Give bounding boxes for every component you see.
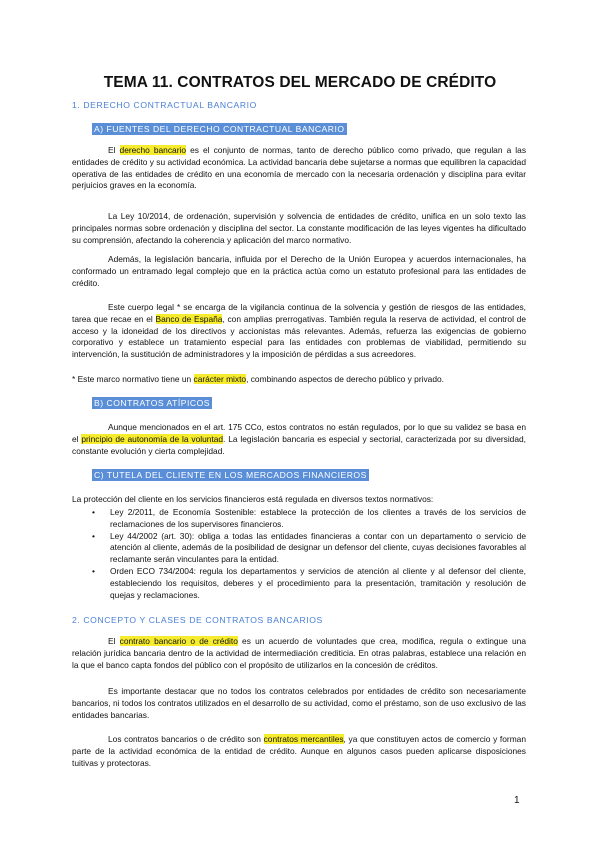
paragraph-legislacion: Además, la legislación bancaria, influida por el Derecho de la Unión Europea y acuerdos internacionales, ha conformado un entramado legal complejo que en la práctica actúa como un estatuto profesional para las entidades de crédito. bbox=[72, 254, 526, 288]
p10-pre: Los contratos bancarios o de crédito son bbox=[108, 734, 264, 744]
list-item: • Orden ECO 734/2004: regula los departamentos y servicios de atención al cliente y al defensor del cliente, estableciendo los requisitos, deberes y el procedimiento para la presentación, tramitación y resolución de quejas y reclamaciones. bbox=[92, 566, 526, 601]
list-item: • Ley 44/2002 (art. 30): obliga a todas las entidades financieras a contar con un departamento o servicio de atención al cliente, además de la posibilidad de designar un defensor del cliente, cuyas decisiones favorables al reclamante serán vinculantes para la entidad. bbox=[92, 531, 526, 566]
highlight-contrato-bancario: contrato bancario o de crédito bbox=[119, 636, 238, 646]
p1-pre: El bbox=[108, 145, 120, 155]
subsection-heading-c-label: C) TUTELA DEL CLIENTE EN LOS MERCADOS FINANCIEROS bbox=[94, 470, 367, 480]
paragraph-contratos-atipicos bbox=[72, 422, 526, 457]
paragraph-derecho-bancario bbox=[72, 145, 526, 192]
paragraph-marco-mixto bbox=[72, 374, 526, 386]
paragraph-ley-10-2014: La Ley 10/2014, de ordenación, supervisión y solvencia de entidades de crédito, unifica en un solo texto las principales normas sobre ordenación y disciplina del sector. La constante modificación de las leyes vigentes ha dificultado su comprensión, afectando la coherencia y aplicación del marco normativo. bbox=[72, 211, 526, 245]
highlight-autonomia-voluntad: principio de autonomía de la voluntad bbox=[81, 433, 224, 444]
p4-post: , con amplias prerrogativas. También regula la reserva de actividad, el control de acceso y la idoneidad de los directivos y accionistas más relevantes. Además, refuerza las exigencias de gobierno corporativo y establece un tratamiento especial para las entidades con problemas de viabilidad, permitiendo su intervención, la sustitución de administradores y la imposición de pérdidas a sus acreedores. bbox=[72, 313, 526, 360]
p6-pre: Aunque mencionados en el art. 175 CCo, estos contratos no están regulados, por lo que su validez se basa en el bbox=[72, 422, 526, 444]
p8-pre: El bbox=[108, 636, 120, 646]
page-number: 1 bbox=[514, 795, 520, 806]
highlight-banco-espana: Banco de España bbox=[155, 313, 223, 324]
paragraph-proteccion-cliente: La protección del cliente en los servicios financieros está regulada en diversos textos normativos: bbox=[72, 494, 434, 504]
subsection-heading-b bbox=[92, 398, 212, 408]
highlight-contratos-mercantiles: contratos mercantiles bbox=[263, 734, 344, 744]
p5-post: , combinando aspectos de derecho público y privado. bbox=[246, 374, 444, 384]
paragraph-contratos-mercantiles bbox=[72, 734, 526, 769]
subsection-heading-b-label: B) CONTRATOS ATÍPICOS bbox=[94, 398, 211, 408]
p4-pre: Este cuerpo legal * se encarga de la vigilancia continua de la solvencia y gestión de riesgos de las entidades, tarea que recae en el bbox=[72, 302, 526, 324]
subsection-heading-c bbox=[92, 470, 369, 480]
subsection-heading-a bbox=[92, 124, 347, 134]
highlight-derecho-bancario: derecho bancario bbox=[119, 145, 186, 155]
bullet-list-normativa bbox=[92, 507, 526, 601]
paragraph-contrato-bancario bbox=[72, 636, 526, 671]
section-heading-1: 1. DERECHO CONTRACTUAL BANCARIO bbox=[72, 100, 257, 110]
paragraph-cuerpo-legal bbox=[72, 302, 526, 361]
p1-post: es el conjunto de normas, tanto de derecho público como privado, que regulan a las entidades de crédito y su actividad económica. La actividad bancaria debe sujetarse a normas que equilibren la capacidad operativa de las entidades de crédito en una economía de mercado con la necesaria ordenación y disciplina para evitar perjuicios graves en la economía. bbox=[72, 145, 527, 191]
section-heading-2: 2. CONCEPTO Y CLASES DE CONTRATOS BANCARIOS bbox=[72, 615, 323, 625]
subsection-heading-a-label: A) FUENTES DEL DERECHO CONTRACTUAL BANCARIO bbox=[94, 124, 345, 134]
paragraph-no-todos: Es importante destacar que no todos los contratos celebrados por entidades de crédito son necesariamente bancarios, ni todos los contratos utilizados en el desarrollo de su actividad, como el préstamo, son de uso exclusivo de las entidades bancarias. bbox=[72, 686, 526, 720]
list-item: • Ley 2/2011, de Economía Sostenible: establece la protección de los clientes a través de los servicios de reclamaciones de los supervisores financieros. bbox=[92, 507, 526, 531]
p8-post: es un acuerdo de voluntades que crea, modifica, regula o extingue una relación jurídica bancaria dentro de la actividad de intermediación crediticia. En otras palabras, establece una relación en la que el banco capta fondos del público con el propósito de utilizarlos en la concesión de créditos. bbox=[72, 636, 526, 670]
highlight-caracter-mixto: carácter mixto bbox=[193, 374, 247, 384]
p6-post: . La legislación bancaria es especial y sectorial, caracterizada por su diversidad, constante evolución y cierta complejidad. bbox=[72, 433, 526, 456]
p5-pre: * Este marco normativo tiene un bbox=[72, 374, 194, 384]
page-title: TEMA 11. CONTRATOS DEL MERCADO DE CRÉDITO bbox=[103, 74, 497, 91]
p10-post: , ya que constituyen actos de comercio y forman parte de la actividad económica de la entidad de crédito. Aunque en algunos casos pueden aplicarse disposiciones tuitivas y protectoras. bbox=[72, 734, 526, 768]
